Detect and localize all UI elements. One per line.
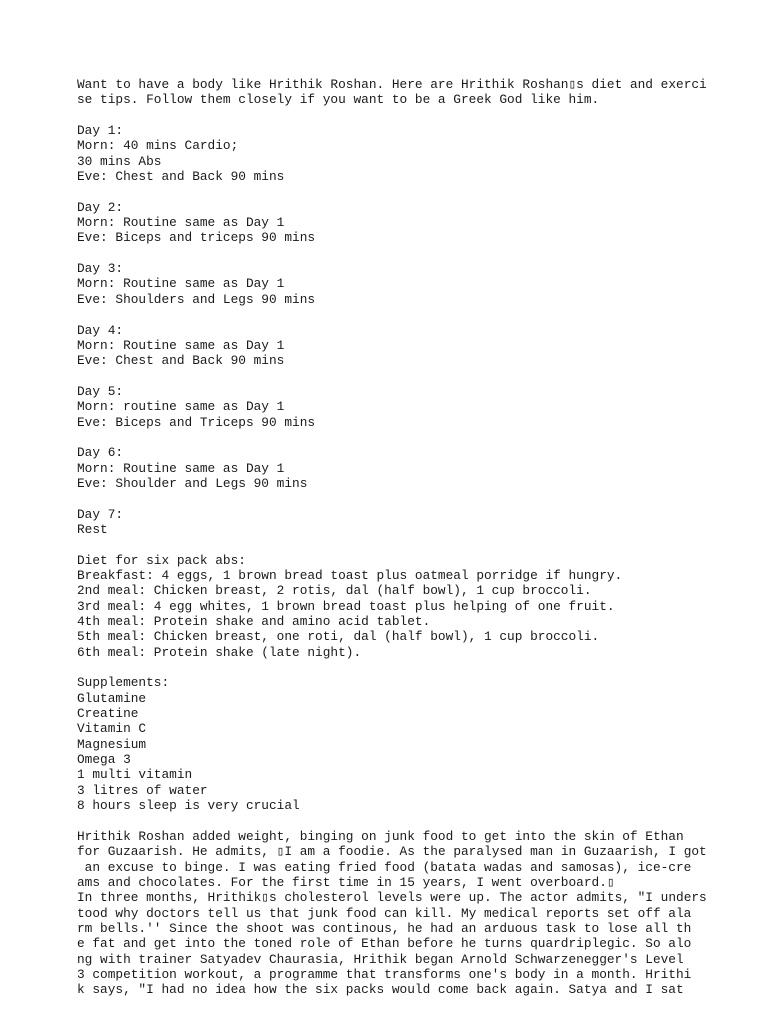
paragraph-day-1 xyxy=(77,123,737,184)
text-line: Morn: Routine same as Day 1 xyxy=(77,460,285,476)
text-line: Eve: Biceps and triceps 90 mins xyxy=(77,230,316,246)
text-line: Diet for six pack abs: xyxy=(77,552,246,568)
text-line: Glutamine xyxy=(77,690,147,706)
text-line: Morn: routine same as Day 1 xyxy=(77,399,285,415)
text-line: Rest xyxy=(77,521,108,537)
text-line: Eve: Chest and Back 90 mins xyxy=(77,353,285,369)
text-line: In three months, Hrithik▯s cholesterol levels were up. The actor admits, "I unders xyxy=(77,890,707,906)
text-line: 3 litres of water xyxy=(77,782,208,798)
text-line: Supplements: xyxy=(77,675,170,691)
text-line: se tips. Follow them closely if you want to be a Greek God like him. xyxy=(77,92,600,108)
paragraph-diet xyxy=(77,553,737,660)
paragraph-supplements xyxy=(77,675,737,813)
text-line: Magnesium xyxy=(77,736,147,752)
text-line: Eve: Shoulder and Legs 90 mins xyxy=(77,475,308,491)
text-line: Hrithik Roshan added weight, binging on junk food to get into the skin of Ethan xyxy=(77,828,684,844)
text-line: Morn: Routine same as Day 1 xyxy=(77,337,285,353)
text-line: 8 hours sleep is very crucial xyxy=(77,798,300,814)
paragraph-intro xyxy=(77,77,737,108)
paragraph-day-3 xyxy=(77,261,737,307)
text-line: Day 1: xyxy=(77,123,124,139)
paragraph-day-4 xyxy=(77,323,737,369)
text-line: for Guzaarish. He admits, ▯I am a foodie. As the paralysed man in Guzaarish, I got xyxy=(77,844,707,860)
paragraph-day-6 xyxy=(77,445,737,491)
text-line: Eve: Biceps and Triceps 90 mins xyxy=(77,414,316,430)
text-line: ams and chocolates. For the first time in 15 years, I went overboard.▯ xyxy=(77,874,615,890)
paragraph-day-2 xyxy=(77,200,737,246)
text-line: tood why doctors tell us that junk food can kill. My medical reports set off ala xyxy=(77,905,692,921)
text-line: Creatine xyxy=(77,706,139,722)
text-line: Vitamin C xyxy=(77,721,147,737)
document-body xyxy=(77,77,737,1013)
text-line: 3 competition workout, a programme that transforms one's body in a month. Hrithi xyxy=(77,966,692,982)
paragraph-day-7 xyxy=(77,507,737,538)
text-line: Day 2: xyxy=(77,199,124,215)
text-line: ng with trainer Satyadev Chaurasia, Hrithik began Arnold Schwarzenegger's Level xyxy=(77,951,684,967)
text-line: Day 4: xyxy=(77,322,124,338)
text-line: Morn: 40 mins Cardio; xyxy=(77,138,239,154)
text-line: Breakfast: 4 eggs, 1 brown bread toast plus oatmeal porridge if hungry. xyxy=(77,568,623,583)
text-line: Day 3: xyxy=(77,261,124,277)
text-line: Morn: Routine same as Day 1 xyxy=(77,276,285,292)
text-line: Day 6: xyxy=(77,445,124,461)
text-line: 1 multi vitamin xyxy=(77,767,193,783)
text-line: 5th meal: Chicken breast, one roti, dal (half bowl), 1 cup broccoli. xyxy=(77,629,600,645)
paragraph-day-5 xyxy=(77,384,737,430)
text-line: an excuse to binge. I was eating fried food (batata wadas and samosas), ice-cre xyxy=(77,859,692,875)
paragraph-story xyxy=(77,829,737,998)
text-line: 4th meal: Protein shake and amino acid tablet. xyxy=(77,614,431,630)
text-line: 30 mins Abs xyxy=(77,153,162,169)
text-line: 6th meal: Protein shake (late night). xyxy=(77,644,362,660)
text-line: Eve: Shoulders and Legs 90 mins xyxy=(77,291,316,307)
text-line: Omega 3 xyxy=(77,752,131,768)
text-line: 3rd meal: 4 egg whites, 1 brown bread toast plus helping of one fruit. xyxy=(77,598,615,614)
text-line: Eve: Chest and Back 90 mins xyxy=(77,169,285,185)
text-line: Day 5: xyxy=(77,383,124,399)
text-line: Day 7: xyxy=(77,506,124,522)
text-line: rm bells.'' Since the shoot was continous, he had an arduous task to lose all th xyxy=(77,920,692,936)
text-line: k says, "I had no idea how the six packs would come back again. Satya and I sat xyxy=(77,982,684,998)
text-line: Want to have a body like Hrithik Roshan. Here are Hrithik Roshan▯s diet and exerci xyxy=(77,77,707,92)
text-line: Morn: Routine same as Day 1 xyxy=(77,215,285,231)
text-line: 2nd meal: Chicken breast, 2 rotis, dal (half bowl), 1 cup broccoli. xyxy=(77,583,592,599)
text-line: e fat and get into the toned role of Ethan before he turns quardriplegic. So alo xyxy=(77,936,692,952)
